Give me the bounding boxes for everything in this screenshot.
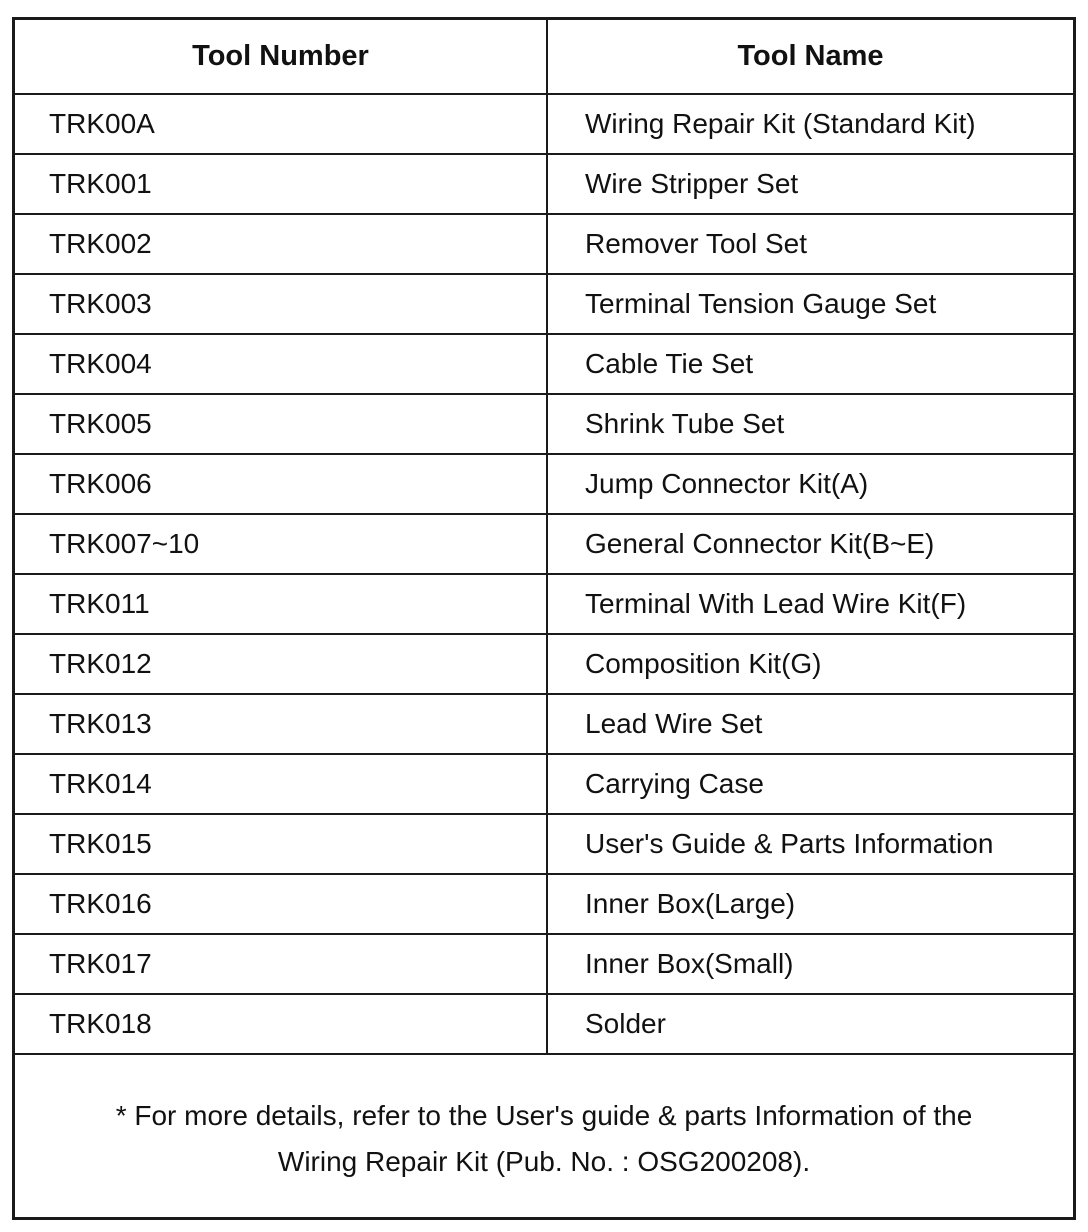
tool-name-cell: Terminal Tension Gauge Set [547, 274, 1073, 334]
tool-number-cell: TRK002 [15, 214, 547, 274]
tool-name-cell: Composition Kit(G) [547, 634, 1073, 694]
table-row [15, 754, 1073, 814]
footnote-line-2: Wiring Repair Kit (Pub. No. : OSG200208). [277, 1146, 811, 1177]
tool-name-cell: General Connector Kit(B~E) [547, 514, 1073, 574]
tool-name-cell: Wire Stripper Set [547, 154, 1073, 214]
tool-number-cell: TRK015 [15, 814, 547, 874]
table-row [15, 874, 1073, 934]
tool-name-cell: Inner Box(Small) [547, 934, 1073, 994]
tool-name-cell: Inner Box(Large) [547, 874, 1073, 934]
tool-name-cell: Cable Tie Set [547, 334, 1073, 394]
table-header-row [15, 20, 1073, 94]
tool-table-frame [12, 17, 1076, 1220]
footnote [15, 1055, 1073, 1185]
table-row [15, 214, 1073, 274]
tool-number-cell: TRK006 [15, 454, 547, 514]
table-row [15, 514, 1073, 574]
table-row [15, 574, 1073, 634]
tool-name-cell: User's Guide & Parts Information [547, 814, 1073, 874]
tool-number-cell: TRK00A [15, 94, 547, 154]
tool-number-cell: TRK014 [15, 754, 547, 814]
table-row [15, 394, 1073, 454]
tool-name-cell: Jump Connector Kit(A) [547, 454, 1073, 514]
tool-table [15, 20, 1073, 1055]
tool-name-cell: Shrink Tube Set [547, 394, 1073, 454]
tool-number-cell: TRK017 [15, 934, 547, 994]
table-row [15, 94, 1073, 154]
table-row [15, 154, 1073, 214]
tool-name-cell: Solder [547, 994, 1073, 1054]
tool-table-body [15, 94, 1073, 1054]
table-row [15, 934, 1073, 994]
tool-number-cell: TRK012 [15, 634, 547, 694]
tool-number-cell: TRK013 [15, 694, 547, 754]
table-row [15, 454, 1073, 514]
tool-name-cell: Wiring Repair Kit (Standard Kit) [547, 94, 1073, 154]
tool-number-cell: TRK004 [15, 334, 547, 394]
table-row [15, 274, 1073, 334]
tool-name-cell: Lead Wire Set [547, 694, 1073, 754]
tool-name-cell: Remover Tool Set [547, 214, 1073, 274]
tool-number-cell: TRK007~10 [15, 514, 547, 574]
tool-number-cell: TRK001 [15, 154, 547, 214]
footnote-line-1: * For more details, refer to the User's guide & parts Information of the [115, 1100, 973, 1131]
header-tool-name: Tool Name [547, 20, 1073, 94]
tool-name-cell: Carrying Case [547, 754, 1073, 814]
tool-number-cell: TRK005 [15, 394, 547, 454]
tool-number-cell: TRK011 [15, 574, 547, 634]
table-row [15, 694, 1073, 754]
tool-name-cell: Terminal With Lead Wire Kit(F) [547, 574, 1073, 634]
table-row [15, 994, 1073, 1054]
tool-number-cell: TRK003 [15, 274, 547, 334]
tool-number-cell: TRK018 [15, 994, 547, 1054]
header-tool-number: Tool Number [15, 20, 547, 94]
tool-number-cell: TRK016 [15, 874, 547, 934]
table-row [15, 634, 1073, 694]
table-row [15, 334, 1073, 394]
table-row [15, 814, 1073, 874]
